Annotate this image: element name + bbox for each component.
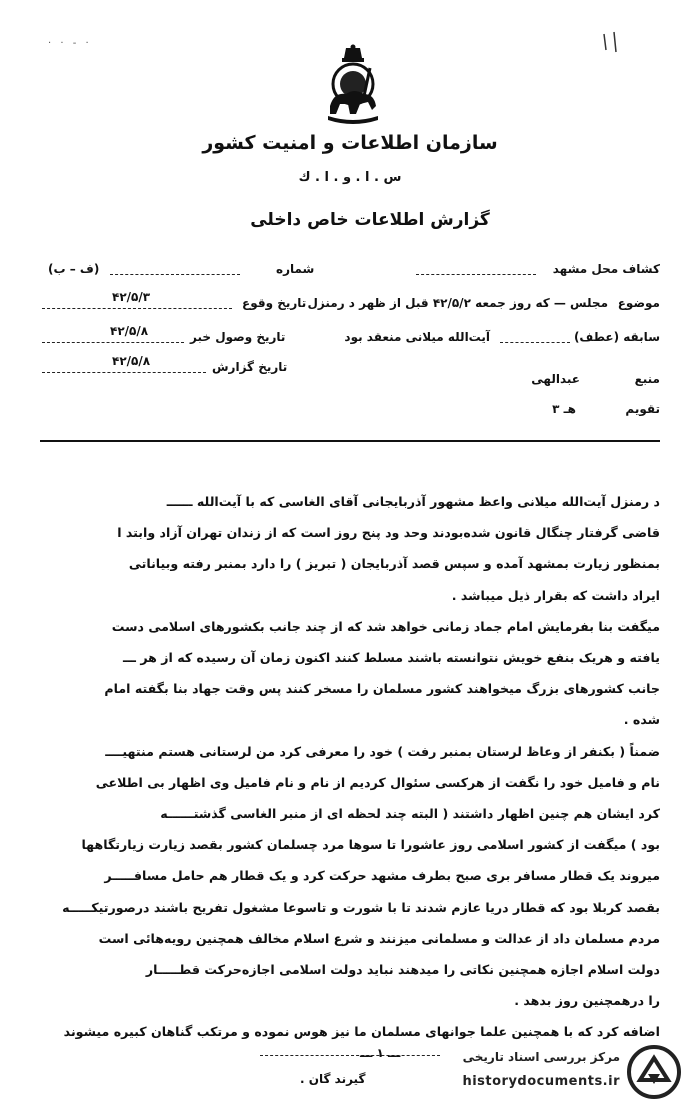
background-label: سابقه (عطف): [573, 330, 660, 344]
organization-code: س . ا . و . ا . ك: [298, 170, 402, 185]
body-line: دولت اسلام اجازه همچنین نکاتی را میدهند نباید دولت اسلامی اجازه‌حرکت قطـــــار: [145, 962, 660, 978]
corner-marks: · · - ·: [48, 38, 92, 49]
body-line: را درهمچنین روز بدهد .: [514, 993, 660, 1009]
reporter-label: گیرند‌ گان .: [300, 1072, 366, 1086]
date-of-event-value: ۴۲/۵/۳: [112, 290, 151, 304]
body-line: میروند یک قطار مسافر بری صبح بطرف مشهد حرکت کرد و یک قطار هم حامل مسافـــــر: [104, 868, 660, 884]
source-value: عبدالهی: [531, 372, 580, 386]
office-label: کشاف محل مشهد: [552, 262, 660, 276]
report-title: گزارش اطلاعات خاص داخلی: [250, 210, 490, 230]
report-date-value: ۴۲/۵/۸: [112, 354, 151, 368]
body-line: کرد ایشان هم چنین اظهار داشتند ( البته چند لحظه ای از منبر الغاسی گذشتــــــه: [160, 806, 660, 822]
header-divider: [40, 440, 660, 442]
report-body: [42, 486, 660, 1048]
body-line: نام و فامیل خود را نگفت از هرکسی سئوال کردیم از نام و نام فامیل وی اظهار بی اطلاعی: [95, 774, 660, 790]
number-underline: [110, 274, 240, 275]
body-line: بقصد کربلا بود که قطار دریا عازم شدند تا با شورت و تاسوعا مشغول تفریح باشند درصورتیکـــــه: [62, 899, 660, 915]
body-line: میگفت بنا بفرمایش امام جماد زمانی خواهد شد که از چند جانب بکشورهای اسلامی دست: [111, 618, 660, 634]
body-line: بود ) میگفت از کشور اسلامی روز عاشورا تا سوها مرد چسلمان کشور بقصد زیارت زیارتگاهها: [81, 837, 660, 853]
body-line: ایراد داشت که بقرار ذیل میباشد .: [451, 587, 660, 603]
corner-tick-marks: [600, 28, 640, 58]
watermark-url: historydocuments.ir: [462, 1074, 620, 1089]
received-date-value: ۴۲/۵/۸: [110, 324, 149, 338]
signature-mark: ـــ ۱ ـــ: [360, 1046, 401, 1060]
body-line: بمنظور زیارت بمشهد آمده و سپس قصد آذربایجان ( تبریز ) را دارد بمنبر رفته وبیاناتی: [128, 556, 660, 572]
archive-center-logo-icon: [626, 1044, 682, 1100]
date-of-event-label: تاریخ وقوع: [242, 296, 307, 310]
number-label: شماره: [276, 262, 315, 276]
report-date-underline: [42, 372, 206, 373]
body-line: قاضی گرفتار چنگال قانون شد‌ه‌بودند وحد ود پنج روز است که از زندان تهران آزاد وابتد ا: [117, 525, 660, 541]
office-underline: [416, 274, 536, 275]
rating-value: هـ ۳: [552, 402, 576, 416]
body-line: یافته و هریک بنفع خویش نتوانسته باشند مسلط کنند اکنون زمان آن رسیده که از هر ـــ: [123, 650, 660, 666]
watermark-org-text: مرکز بررسی اسناد تاریخی: [462, 1050, 620, 1064]
background-underline: [500, 342, 570, 343]
body-line: جانب کشورهای بزرگ میخواهند کشور مسلمان را مسخر کنند پس وقت جهاد بنا بگفته امام: [104, 681, 660, 697]
body-line: د رمنزل آیت‌الله میلانی واعظ مشهور آذربایجانی آقای الغاسی که با آیت‌الله ــــــ: [166, 494, 660, 509]
received-date-label: تاریخ وصول خبر: [190, 330, 286, 344]
subject-value: مجلس — که روز جمعه ۴۲/۵/۲ قبل از ظهر د رمنزل: [307, 296, 608, 310]
report-date-label: تاریخ گزارش: [212, 360, 288, 374]
body-line: شده .: [623, 712, 660, 728]
date-of-event-underline: [42, 308, 232, 309]
body-line: ضمناً ( بکنفر از وعاظ لرستان بمنبر رفت ) خود را معرفی کرد من لرستانی هستم منتهیــــ: [105, 743, 660, 759]
body-line: اضافه کرد که با همچنین علما جوانهای مسلمان ما نیز هوس نموده و مرتکب گناهان کبیره میشوند: [63, 1024, 660, 1040]
subject-label: موضوع: [617, 296, 660, 310]
received-date-underline: [42, 342, 184, 343]
number-value: (ف – ب): [48, 262, 100, 276]
organization-name: سازمان اطلاعات و امنیت کشور: [202, 132, 498, 154]
source-label: منبع: [634, 372, 660, 386]
body-line: مردم مسلمان داد از عدالت و مسلمانی میزنند و شرع اسلام مخالف همچنین رویه‌هائی است: [98, 930, 660, 946]
rating-label: تقویم: [625, 402, 660, 416]
lion-and-sun-emblem-icon: [320, 44, 386, 126]
background-value: آیت‌الله میلانی منعقد بود: [344, 330, 490, 344]
